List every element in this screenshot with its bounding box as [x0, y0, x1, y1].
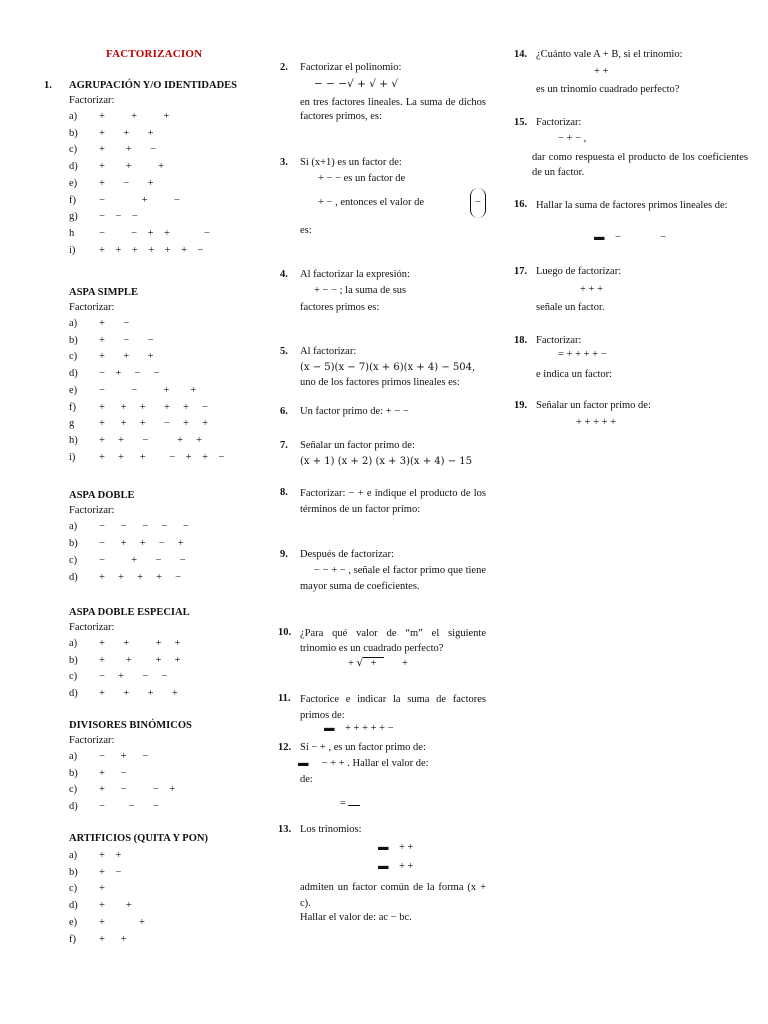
exercise-item: [69, 177, 154, 191]
exercise-expression: + +: [99, 850, 122, 861]
exercise-expression: + +: [99, 933, 127, 945]
exercise-expression: +: [99, 883, 105, 895]
factorizar-label: Factorizar:: [69, 622, 115, 633]
exercise-item: [69, 866, 121, 880]
exercise-expression: + + + + −: [99, 572, 182, 583]
exercise-expression: − − − − −: [99, 521, 189, 532]
problem-text: dar como respuesta el producto de los coeficientes de un factor.: [532, 152, 748, 178]
problem-text: ¿Cuánto vale A + B, si el trinomio:: [536, 49, 683, 60]
problem-text: Al factorizar:: [300, 346, 357, 357]
problem-text: en tres factores lineales. La suma de dichos factores primos, es:: [300, 97, 486, 122]
exercise-label: c): [69, 351, 78, 363]
exercise-expression: − + + − +: [99, 538, 184, 549]
exercise-item: [69, 916, 145, 930]
problem-number: 12.: [278, 742, 292, 753]
exercise-item: [69, 933, 127, 947]
exercise-item: [69, 334, 154, 348]
problem-text: Al factorizar la expresión:: [300, 269, 410, 280]
problem-text: Factorice e indicar la suma de factores primos de:: [300, 694, 486, 721]
problem-number: 11.: [278, 693, 291, 704]
exercise-item: [69, 571, 181, 585]
exercise-label: d): [69, 161, 78, 173]
exercise-label: c): [69, 784, 78, 796]
exercise-item: [69, 451, 224, 465]
exercise-label: a): [69, 751, 78, 762]
exercise-label: b): [69, 127, 78, 139]
exercise-expression: + + +: [99, 111, 170, 122]
page-title: FACTORIZACION: [106, 48, 203, 60]
problem-number: 10.: [278, 627, 292, 638]
exercise-label: e): [69, 916, 78, 928]
exercise-expression: − − −: [99, 211, 138, 223]
exercise-label: f): [69, 194, 76, 206]
problem-text: Hallar el valor de: ac − bc.: [300, 912, 412, 923]
exercise-expression: + + +: [99, 351, 154, 363]
exercise-expression: + −: [99, 866, 122, 878]
problem-expression: − + − ,: [558, 133, 587, 144]
exercise-expression: + +: [99, 900, 132, 912]
exercise-expression: + − −: [99, 334, 154, 346]
exercise-item: [69, 800, 159, 814]
exercise-item: [69, 767, 127, 781]
exercise-item: [69, 143, 156, 157]
factorizar-label: Factorizar:: [69, 95, 115, 106]
exercise-label: d): [69, 368, 78, 380]
problem-number: 18.: [514, 335, 528, 346]
exercise-label: a): [69, 638, 78, 649]
exercise-label: e): [69, 384, 78, 396]
problem-text: Los trinomios:: [300, 824, 362, 835]
problem-text: e indica un factor:: [536, 369, 613, 380]
problem-text: Factorizar:: [536, 335, 582, 346]
exercise-expression: + +: [99, 916, 145, 928]
exercise-expression: + + +: [99, 127, 154, 139]
section-heading-divisores: DIVISORES BINÓMICOS: [69, 720, 192, 731]
exercise-expression: − + −: [99, 194, 180, 206]
exercise-label: i): [69, 451, 76, 463]
problem-expression: + − − es un factor de: [318, 173, 406, 184]
problem-number: 8.: [280, 487, 288, 498]
exercise-item: [69, 244, 203, 258]
exercise-item: [69, 350, 154, 364]
problem-text: Luego de factorizar:: [536, 266, 622, 277]
problem-text: Señalar un factor primo de:: [536, 400, 651, 411]
exercise-label: f): [69, 933, 76, 945]
exercise-item: [69, 127, 154, 141]
problem-expression: ▬ − + + . Hallar el valor de:: [298, 758, 429, 769]
problem-number: 17.: [514, 266, 528, 277]
exercise-item: [69, 401, 208, 415]
problem-expression: + √ + +: [348, 657, 408, 669]
exercise-label: a): [69, 111, 78, 122]
problem-expression: ▬ − −: [594, 232, 667, 243]
exercise-label: d): [69, 688, 78, 700]
exercise-item: [69, 160, 164, 174]
problem-text: factores primos es:: [300, 302, 380, 313]
problem-expression: =: [340, 797, 360, 811]
problem-number: 19.: [514, 400, 528, 411]
problem-number: 9.: [280, 549, 288, 560]
exercise-label: g): [69, 211, 78, 223]
problem-expression: + + + + +: [576, 417, 617, 428]
problem-text: Después de factorizar:: [300, 549, 394, 560]
exercise-item: [69, 384, 196, 398]
exercise-expression: − + − −: [99, 671, 168, 683]
exercise-expression: − − + +: [99, 384, 197, 396]
exercise-label: b): [69, 538, 78, 549]
exercise-label: c): [69, 671, 78, 683]
exercise-item: [69, 637, 180, 651]
problem-text: Señalar un factor primo de:: [300, 440, 415, 451]
exercise-expression: − + − −: [99, 555, 186, 566]
exercise-label: d): [69, 900, 78, 912]
exercise-label: b): [69, 866, 78, 878]
section-heading-agrupacion: AGRUPACIÓN Y/O IDENTIDADES: [69, 80, 238, 91]
problem-text: − − + − , señale el factor primo que tiene mayor suma de coeficientes.: [300, 565, 486, 592]
problem-expression: − − −√ + √ + √: [314, 78, 399, 90]
exercise-item: [69, 554, 186, 568]
problem-number: 2.: [280, 62, 288, 73]
exercise-expression: + + + − + +: [99, 418, 209, 430]
problem-text: ¿Para qué valor de “m” el siguiente trinomio es un cuadrado perfecto?: [300, 628, 486, 654]
exercise-item: [69, 367, 159, 381]
problem-number: 3.: [280, 157, 288, 168]
exercise-expression: − − −: [99, 801, 159, 813]
exercise-expression: − − + + −: [99, 227, 210, 239]
section-heading-aspa-doble-especial: ASPA DOBLE ESPECIAL: [69, 607, 190, 618]
problem-text: es un trinomio cuadrado perfecto?: [536, 84, 680, 95]
exercise-label: a): [69, 318, 78, 329]
exercise-label: f): [69, 401, 76, 413]
problem-text: de:: [300, 774, 313, 785]
exercise-item: [69, 537, 184, 551]
exercise-expression: − + −: [99, 751, 149, 762]
exercise-expression: + + − + +: [99, 434, 203, 446]
sqrt-symbol: √: [356, 657, 364, 669]
problem-text: Factorizar el polinomio:: [300, 62, 402, 73]
exercise-expression: + + + + + −: [99, 401, 209, 413]
exercise-expression: + −: [99, 318, 130, 329]
exercise-item: [69, 670, 167, 684]
problem-expression: + − , entonces el valor de: [318, 197, 425, 208]
problem-text: es:: [300, 225, 312, 236]
exercise-item: [69, 317, 129, 331]
problem-expression: ▬ + +: [378, 842, 414, 853]
exercise-label: b): [69, 654, 78, 666]
exercise-item: [69, 210, 138, 224]
exercise-expression: + − +: [99, 177, 154, 189]
exercise-item: [69, 520, 189, 534]
problem-expression: ▬ + +: [378, 861, 414, 872]
exercise-expression: + + + − + + −: [99, 451, 225, 463]
exercise-item: [69, 434, 202, 448]
exercise-label: d): [69, 572, 78, 583]
exercise-label: h): [69, 434, 78, 446]
exercise-expression: + + + +: [99, 638, 181, 649]
exercise-expression: + −: [99, 767, 127, 779]
exercise-item: [69, 194, 180, 208]
problem-text: uno de los factores primos lineales es:: [300, 377, 460, 388]
exercise-expression: + + + +: [99, 654, 181, 666]
exercise-label: b): [69, 767, 78, 779]
exercise-item: [69, 783, 175, 797]
exercise-item: [69, 750, 148, 764]
exercise-label: a): [69, 521, 78, 532]
exercise-label: c): [69, 144, 78, 156]
problem-text: Hallar la suma de factores primos lineales de:: [536, 200, 728, 211]
section-heading-aspa-simple: ASPA SIMPLE: [69, 287, 138, 298]
problem-number: 6.: [280, 406, 288, 417]
problem-text: Un factor primo de: + − −: [300, 406, 409, 417]
exercise-label: c): [69, 555, 78, 566]
problem-expression: + − − ; la suma de sus: [314, 285, 407, 296]
problem-expression: = + + + + −: [558, 349, 607, 360]
exercise-item: [69, 882, 105, 896]
section-heading-artificios: ARTIFICIOS (QUITA Y PON): [69, 833, 208, 844]
problem-text: Factorizar:: [536, 117, 582, 128]
factorizar-label: Factorizar:: [69, 735, 115, 746]
problem-number: 15.: [514, 117, 528, 128]
exercise-expression: + + −: [99, 144, 157, 156]
problem-number: 7.: [280, 440, 288, 451]
section-number: 1.: [44, 80, 52, 91]
exercise-label: i): [69, 244, 76, 256]
problem-text: admiten un factor común de la forma (x + c).: [300, 882, 486, 909]
exercise-item: [69, 110, 169, 124]
problem-number: 5.: [280, 346, 288, 357]
problem-expression: (x − 5)(x − 7)(x + 6)(x + 4) − 504,: [300, 362, 476, 373]
exercise-expression: + + + + + + −: [99, 244, 204, 256]
problem-text: señale un factor.: [536, 302, 605, 313]
exercise-label: e): [69, 177, 78, 189]
exercise-item: [69, 687, 178, 701]
problem-number: 4.: [280, 269, 288, 280]
exercise-item: [69, 654, 180, 668]
exercise-expression: + + + +: [99, 688, 178, 700]
fraction-paren: −: [470, 188, 486, 218]
problem-text: Factorizar: − + e indique el producto de los términos de un factor primo:: [300, 488, 486, 515]
problem-expression: + + +: [580, 284, 604, 295]
exercise-item: [69, 849, 121, 863]
problem-number: 13.: [278, 824, 292, 835]
problem-number: 16.: [514, 199, 528, 210]
exercise-label: h: [69, 227, 75, 239]
problem-text: Si (x+1) es un factor de:: [300, 157, 402, 168]
exercise-label: b): [69, 334, 78, 346]
exercise-expression: + + +: [99, 161, 165, 173]
problem-expression: ▬ + + + + + −: [324, 723, 394, 734]
problem-expression: (x + 1) (x + 2) (x + 3)(x + 4) − 15: [300, 456, 472, 467]
problem-text: Sí − + , es un factor primo de:: [300, 742, 426, 753]
exercise-label: d): [69, 801, 78, 813]
problem-expression: + +: [594, 66, 609, 77]
exercise-label: g: [69, 418, 75, 430]
exercise-expression: + − − +: [99, 784, 176, 796]
exercise-label: a): [69, 850, 78, 861]
exercise-item: [69, 227, 210, 241]
exercise-expression: − + − −: [99, 368, 160, 380]
factorizar-label: Factorizar:: [69, 302, 115, 313]
exercise-item: [69, 899, 132, 913]
factorizar-label: Factorizar:: [69, 505, 115, 516]
exercise-label: c): [69, 883, 78, 895]
problem-number: 14.: [514, 49, 528, 60]
exercise-item: [69, 417, 208, 431]
section-heading-aspa-doble: ASPA DOBLE: [69, 490, 135, 501]
